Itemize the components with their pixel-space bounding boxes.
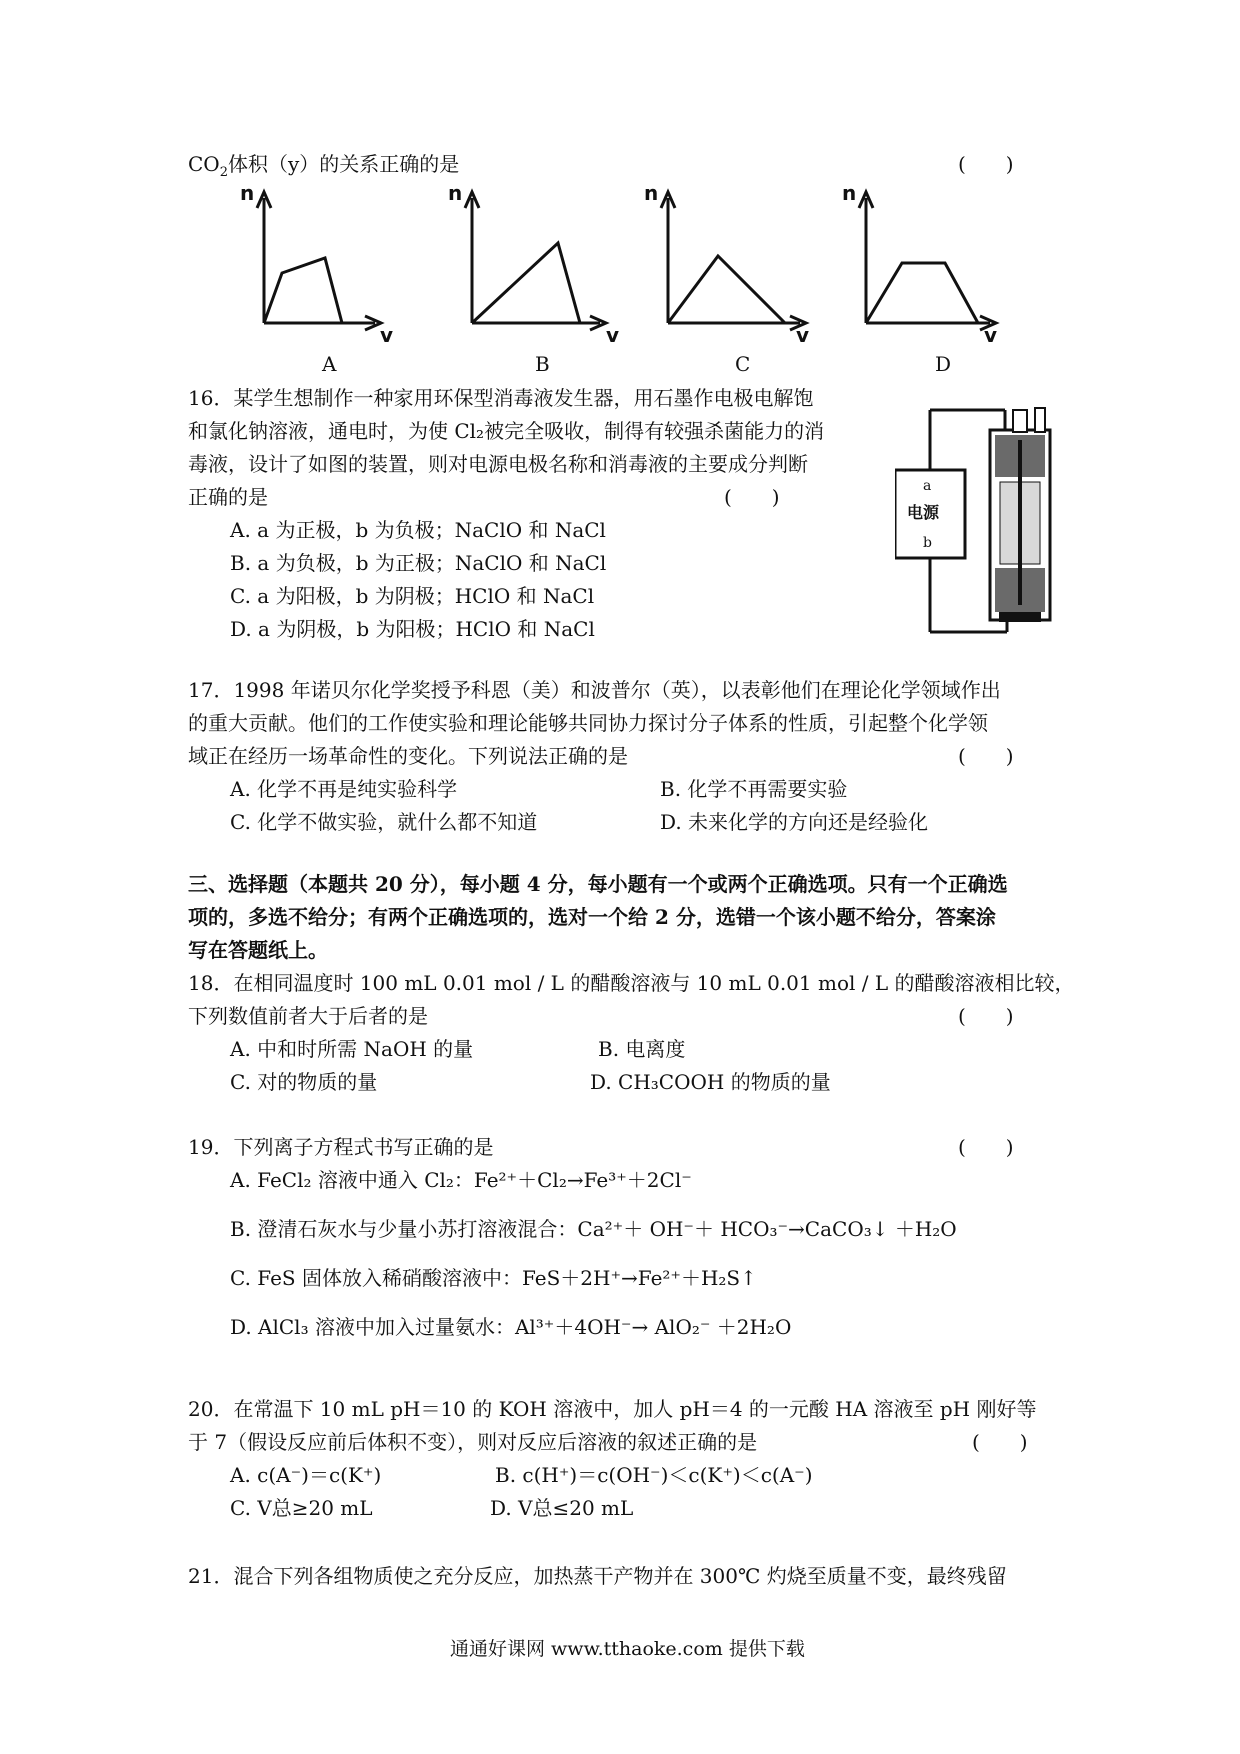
q20-option-a: A. c(A⁻)＝c(K⁺) bbox=[230, 1463, 382, 1487]
q17-option-c: C. 化学不做实验，就什么都不知道 bbox=[230, 810, 538, 834]
q16-line1: 16．某学生想制作一种家用环保型消毒液发生器，用石墨作电极电解饱 bbox=[188, 386, 814, 410]
q16-line2: 和氯化钠溶液，通电时，为使 Cl₂被完全吸收，制得有较强杀菌能力的消 bbox=[188, 419, 825, 443]
graph-label-a: A bbox=[322, 352, 337, 376]
graph-label-c: C bbox=[735, 352, 751, 376]
q17-line1: 17．1998 年诺贝尔化学奖授予科恩（美）和波普尔（英），以表彰他们在理论化学领域作出 bbox=[188, 678, 1001, 702]
graph-c bbox=[644, 181, 809, 347]
q15-answer-bracket: ( ) bbox=[958, 152, 1014, 176]
q16-option-c: C. a 为阳极，b 为阴极；HClO 和 NaCl bbox=[230, 584, 595, 608]
q20-option-b: B. c(H⁺)＝c(OH⁻)＜c(K⁺)＜c(A⁻) bbox=[495, 1463, 813, 1487]
q15-graphs bbox=[0, 178, 1240, 398]
q19-option-a: A. FeCl₂ 溶液中通入 Cl₂：Fe²⁺＋Cl₂→Fe³⁺＋2Cl⁻ bbox=[230, 1168, 692, 1192]
graph-label-d: D bbox=[935, 352, 952, 376]
electrolysis-apparatus-figure bbox=[895, 390, 1095, 650]
q17-answer-bracket: ( ) bbox=[958, 744, 1014, 768]
q17-option-d: D. 未来化学的方向还是经验化 bbox=[660, 810, 929, 834]
svg-text:n: n bbox=[644, 181, 659, 205]
page-footer: 通通好课网 www.tthaoke.com 提供下载 bbox=[450, 1638, 805, 1660]
svg-text:b: b bbox=[923, 535, 932, 551]
graph-a bbox=[240, 181, 393, 347]
graph-d bbox=[842, 181, 997, 347]
svg-text:v: v bbox=[984, 323, 998, 347]
svg-text:a: a bbox=[923, 478, 932, 494]
q15-stem: $CO_2$体积（y）的关系正确的是 bbox=[188, 152, 460, 180]
q19-answer-bracket: ( ) bbox=[958, 1135, 1014, 1159]
q17-option-b: B. 化学不再需要实验 bbox=[660, 777, 848, 801]
q18-answer-bracket: ( ) bbox=[958, 1004, 1014, 1028]
q16-answer-bracket: ( ) bbox=[724, 485, 780, 509]
q18-option-b: B. 电离度 bbox=[598, 1037, 686, 1061]
q16-line3: 毒液，设计了如图的装置，则对电源电极名称和消毒液的主要成分判断 bbox=[188, 452, 808, 476]
q16-option-a: A. a 为正极，b 为负极；NaClO 和 NaCl bbox=[230, 518, 606, 542]
q18-option-c: C. 对的物质的量 bbox=[230, 1070, 378, 1094]
q18-line1: 18．在相同温度时 100 mL 0.01 mol / L 的醋酸溶液与 10 mL 0.01 mol / L 的醋酸溶液相比较， bbox=[188, 971, 1075, 995]
q19-option-d: D. AlCl₃ 溶液中加入过量氨水：Al³⁺＋4OH⁻→ AlO₂⁻ ＋2H₂O bbox=[230, 1315, 792, 1339]
svg-text:v: v bbox=[606, 323, 620, 347]
q20-line2: 于 7（假设反应前后体积不变），则对反应后溶液的叙述正确的是 bbox=[188, 1430, 758, 1454]
graph-b bbox=[448, 181, 619, 347]
q16-option-d: D. a 为阴极，b 为阳极；HClO 和 NaCl bbox=[230, 617, 595, 641]
svg-text:电源: 电源 bbox=[907, 503, 940, 522]
q19-option-b: B. 澄清石灰水与少量小苏打溶液混合：Ca²⁺＋ OH⁻＋ HCO₃⁻→CaCO₃↓ ＋H₂O bbox=[230, 1217, 957, 1241]
svg-text:n: n bbox=[842, 181, 857, 205]
q20-answer-bracket: ( ) bbox=[972, 1430, 1028, 1454]
svg-text:v: v bbox=[796, 323, 810, 347]
q16-line4: 正确的是 bbox=[188, 485, 268, 509]
q19-line1: 19．下列离子方程式书写正确的是 bbox=[188, 1135, 494, 1159]
q21-line1: 21．混合下列各组物质使之充分反应，加热蒸干产物并在 300℃ 灼烧至质量不变，最终残留 bbox=[188, 1564, 1007, 1588]
q20-line1: 20．在常温下 10 mL pH＝10 的 KOH 溶液中，加人 pH＝4 的一元酸 HA 溶液至 pH 刚好等 bbox=[188, 1397, 1037, 1421]
svg-text:n: n bbox=[240, 181, 255, 205]
q20-option-d: D. V总≤20 mL bbox=[490, 1496, 634, 1520]
section3-line2: 项的，多选不给分；有两个正确选项的，选对一个给 2 分，选错一个该小题不给分，答案涂 bbox=[188, 905, 996, 929]
section3-line3: 写在答题纸上。 bbox=[188, 938, 328, 962]
q17-line2: 的重大贡献。他们的工作使实验和理论能够共同协力探讨分子体系的性质，引起整个化学领 bbox=[188, 711, 988, 735]
q20-option-c: C. V总≥20 mL bbox=[230, 1496, 373, 1520]
svg-text:v: v bbox=[380, 323, 394, 347]
q17-option-a: A. 化学不再是纯实验科学 bbox=[230, 777, 458, 801]
q18-option-d: D. CH₃COOH 的物质的量 bbox=[590, 1070, 831, 1094]
graph-label-b: B bbox=[535, 352, 550, 376]
section3-line1: 三、选择题（本题共 20 分），每小题 4 分，每小题有一个或两个正确选项。只有一个正确选 bbox=[188, 872, 1008, 896]
q16-option-b: B. a 为负极，b 为正极；NaClO 和 NaCl bbox=[230, 551, 607, 575]
q18-line2: 下列数值前者大于后者的是 bbox=[188, 1004, 428, 1028]
svg-text:n: n bbox=[448, 181, 463, 205]
q17-line3: 域正在经历一场革命性的变化。下列说法正确的是 bbox=[188, 744, 628, 768]
q19-option-c: C. FeS 固体放入稀硝酸溶液中：FeS＋2H⁺→Fe²⁺＋H₂S↑ bbox=[230, 1266, 757, 1290]
q18-option-a: A. 中和时所需 NaOH 的量 bbox=[230, 1037, 474, 1061]
